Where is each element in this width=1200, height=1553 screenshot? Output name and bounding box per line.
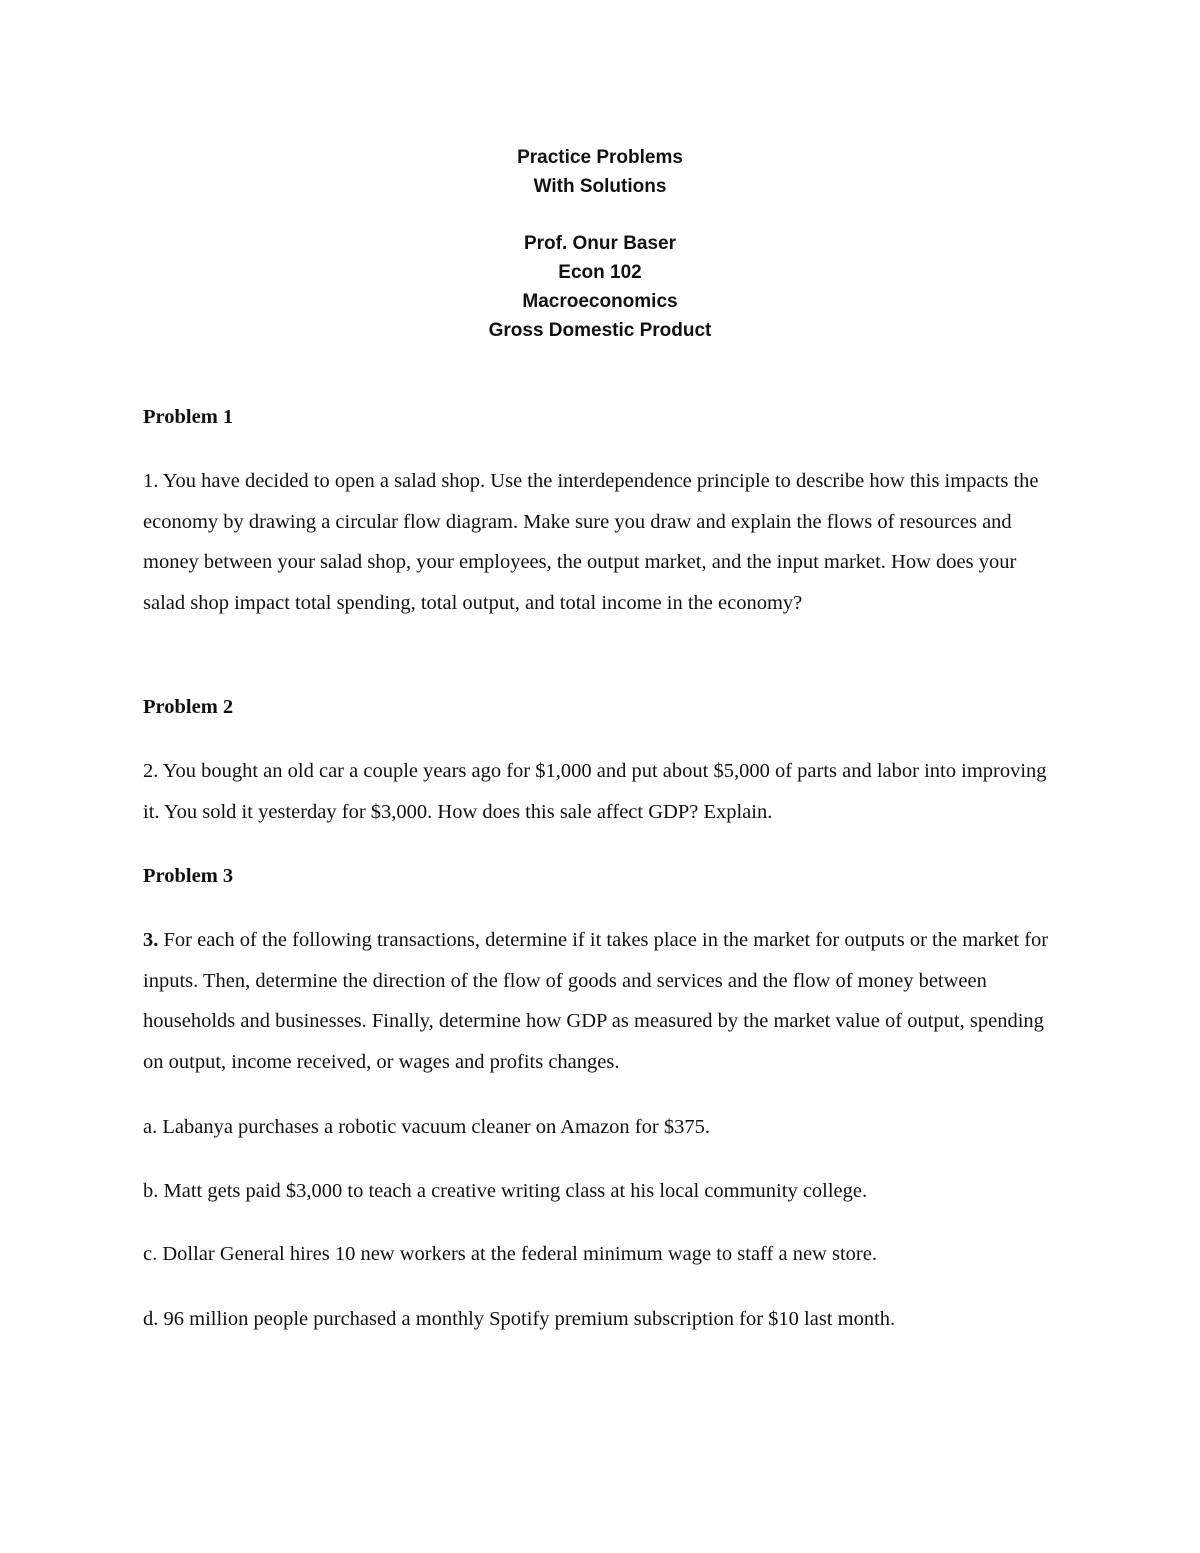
problem-3-number: 3. xyxy=(143,929,159,951)
problem-1-text: 1. You have decided to open a salad shop. Use the interdependence principle to describe how this impacts the economy by drawing a circular flow diagram. Make sure you draw and explain the flows of resources and money between your salad shop, your employees, the output market, and the input market. How does your salad shop impact total spending, total output, and total income in the economy? xyxy=(143,470,1039,614)
course-topic: Gross Domestic Product xyxy=(488,320,712,341)
document-header xyxy=(0,143,1200,345)
course-code: Econ 102 xyxy=(558,262,642,283)
problem-3-body: For each of the following transactions, determine if it takes place in the market for outputs or the market for inputs. Then, determine the direction of the flow of goods and services and the flow of money between households and businesses. Finally, determine how GDP as measured by the market value of output, spending on output, income received, or wages and profits changes. xyxy=(143,929,1049,1073)
problem-3-item-d: d. 96 million people purchased a monthly Spotify premium subscription for $10 last month. xyxy=(143,1308,896,1330)
problem-1-heading: Problem 1 xyxy=(143,406,234,428)
problem-2-heading: Problem 2 xyxy=(143,696,234,718)
problem-3-item-a: a. Labanya purchases a robotic vacuum cleaner on Amazon for $375. xyxy=(143,1116,710,1138)
professor-name: Prof. Onur Baser xyxy=(523,233,677,254)
course-subject: Macroeconomics xyxy=(522,291,678,312)
problem-3-item-c: c. Dollar General hires 10 new workers at the federal minimum wage to staff a new store. xyxy=(143,1243,877,1265)
document-title: Practice Problems xyxy=(517,147,683,168)
problem-2-text: 2. You bought an old car a couple years ago for $1,000 and put about $5,000 of parts and labor into improving it. You sold it yesterday for $3,000. How does this sale affect GDP? Explain. xyxy=(143,760,1047,823)
document-subtitle: With Solutions xyxy=(533,176,667,197)
problem-3-text xyxy=(143,920,1063,1082)
problem-3-heading: Problem 3 xyxy=(143,865,234,887)
problem-3-item-b: b. Matt gets paid $3,000 to teach a creative writing class at his local community college. xyxy=(143,1180,868,1202)
